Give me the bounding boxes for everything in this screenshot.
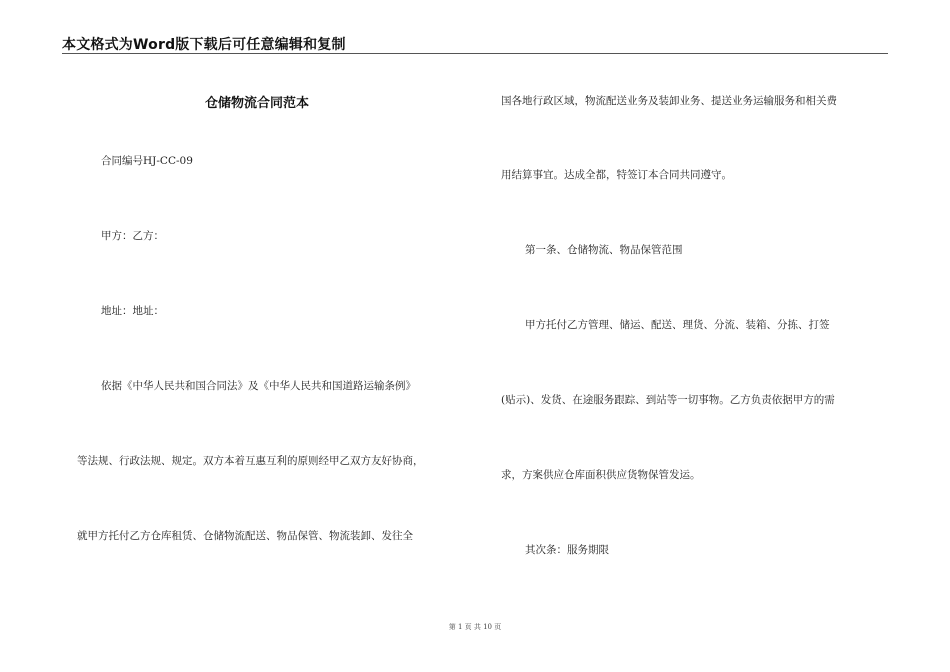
section-heading: 第一条、仓储物流、物品保管范围 (525, 244, 683, 256)
body-text-line: 求，方案供应仓库面积供应货物保管发运。 (501, 469, 701, 481)
body-text-line: 等法规、行政法规、规定。双方本着互惠互利的原则经甲乙双方友好协商， (77, 455, 424, 467)
document-title: 仓储物流合同范本 (205, 96, 310, 111)
body-text-line: 甲方托付乙方管理、储运、配送、理货、分流、装箱、分拣、打签 (525, 319, 830, 331)
address-line: 地址：地址： (101, 305, 164, 317)
header-rule (62, 53, 888, 54)
contract-number: 合同编号HJ-CC-09 (101, 155, 193, 167)
party-line: 甲方：乙方： (101, 230, 164, 242)
body-text-line: 国各地行政区域，物流配送业务及装卸业务、提送业务运输服务和相关费 (501, 95, 837, 107)
page-number: 第 1 页 共 10 页 (448, 623, 502, 631)
section-heading: 其次条：服务期限 (525, 544, 609, 556)
body-text-line: 就甲方托付乙方仓库租赁、仓储物流配送、物品保管、物流装卸、发往全 (77, 530, 413, 542)
body-text-line: (贴示)、发货、在途服务跟踪、到站等一切事物。乙方负责依据甲方的需 (501, 394, 835, 406)
body-text-line: 依据《中华人民共和国合同法》及《中华人民共和国道路运输条例》 (101, 380, 416, 392)
body-text-line: 用结算事宜。达成全都，特签订本合同共同遵守。 (501, 169, 732, 181)
document-banner: 本文格式为Word版下载后可任意编辑和复制 (62, 37, 346, 53)
